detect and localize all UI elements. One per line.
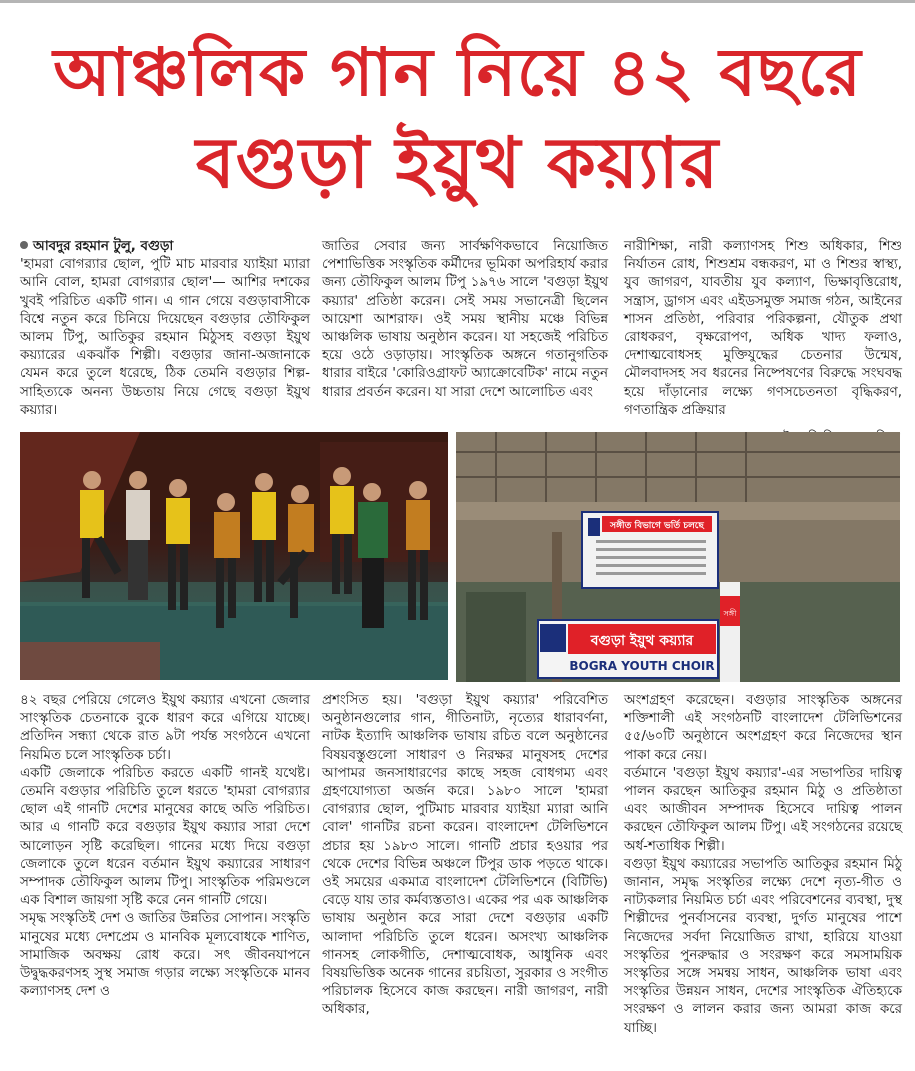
sign-bangla-text: বগুড়া ইয়ুথ কয়্যার bbox=[590, 633, 694, 649]
column-1-bottom bbox=[20, 692, 310, 1001]
paragraph: ৪২ বছর পেরিয়ে গেলেও ইয়ুথ কয়্যার এখনো জেলার সাংস্কৃতিক চেতনাকে বুকে ধারণ করে এগিয়ে যাচ্ছে। প্রতিদিন সন্ধ্যা থেকে রাত ৯টা পর্যন্ত সংগঠনে এখনো নিয়মিত চলে সাংস্কৃতিক চর্চা। bbox=[20, 693, 310, 763]
side-sign-text: সঙ্গী bbox=[723, 609, 737, 618]
paragraph: নারীশিক্ষা, নারী কল্যাণসহ শিশু অধিকার, শিশু নির্যাতন রোধ, শিশুশ্রম বন্ধকরণ, মা ও শিশুর স্বাস্থ্য, যুব জাগরণ, যাবতীয় যুব কল্যাণ, ভিক্ষাবৃত্তিরোধ, সন্ত্রাস, ড্রাগস এবং এইডসমুক্ত সমাজ গঠন, আইনের শাসন প্রতিষ্ঠা, পরিবার পরিকল্পনা, যৌতুক প্রথা রোধকরণ, বৃক্ষরোপণ, অধিক খাদ্য ফলাও, দেশাত্মবোধসহ মুক্তিযুদ্ধের চেতনার উন্মেষ, মৌলবাদসহ সব ধরনের নিষ্পেষণের বিরুদ্ধে সংঘবদ্ধ হয়ে দাঁড়ানোর লক্ষ্যে গণসচেতনতা বৃদ্ধিকরণ, গণতান্ত্রিক প্রক্রিয়ার bbox=[624, 239, 902, 418]
paragraph: জাতির সেবার জন্য সার্বক্ষণিকভাবে নিয়োজিত পেশাভিত্তিক সংস্কৃতিক কর্মীদের ভূমিকা অপরিহার্য করার জন্য তৌফিকুল আলম টিপু ১৯৭৬ সালে 'বগুড়া ইয়ুথ কয়্যার' প্রতিষ্ঠা করেন। সেই সময় সভানেত্রী ছিলেন আয়েশা আশরাফ। ওই সময় স্থানীয় মঞ্চে বিভিন্ন আঞ্চলিক ভাষায় অনুষ্ঠান করেন। যা সহজেই পরিচিত হয়ে ওঠে ওড়াড়ায়। সাংস্কৃতিক অঙ্গনে গতানুগতিক ধারার বাইরে 'কোরিওগ্রাফট অ্যাক্রোবেটিক' নামে নতুন ধারার প্রবর্তন করেন। যা সারা দেশে আলোচিত এবং bbox=[322, 239, 608, 400]
building-illustration bbox=[456, 432, 900, 682]
paragraph: বর্তমানে 'বগুড়া ইয়ুথ কয়্যার'-এর সভাপতির দায়িত্ব পালন করছেন আতিকুর রহমান মিঠু ও প্রতিষ্ঠাতা এবং আজীবন সম্পাদক হিসেবে দায়িত্ব পালন করছেন তৌফিকুল আলম টিপু। এই সংগঠনের রয়েছে অর্ধ-শতাধিক শিল্পী। bbox=[624, 765, 902, 854]
dance-performance-photo bbox=[20, 432, 448, 680]
top-rule bbox=[0, 0, 915, 3]
paragraph: 'হামরা বোগর‍্যার ছোল, পুটি মাচ মারবার য্যাইয়া ম্যারা আনি বোল, হামরা বোগর‍্যার ছোল'— আশির দশকের খুবই পরিচিত একটি গান। এ গান গেয়ে বগুড়াবাসীকে বিশ্বে নতুন করে চিনিয়ে দিয়েছেন বগুড়ার তৌফিকুল আলম টিপু, আতিকুর রহমান মিঠুসহ বগুড়া ইয়ুথ কয়্যারের একঝাঁক শিল্পী। বগুড়ার জানা-অজানাকে যেমন করে তুলে ধরেছে, ঠিক তেমনি বগুড়ার শিল্প-সাহিত্যকে অনন্য উচ্চতায় নিয়ে গেছে বগুড়া ইয়ুথ কয়্যার। bbox=[20, 257, 310, 418]
headline-line-1: আঞ্চলিক গান নিয়ে ৪২ বছরে bbox=[53, 34, 862, 111]
bullet-icon bbox=[20, 241, 28, 249]
sign-top-text: সঙ্গীত বিভাগে ভর্তি চলছে bbox=[610, 521, 704, 531]
column-1-top bbox=[20, 238, 310, 420]
paragraph: প্রশংসিত হয়। 'বগুড়া ইয়ুথ কয়্যার' পরিবেশিত অনুষ্ঠানগুলোর গান, গীতিনাট্য, নৃত্যের ধারাবর্ণনা, নাটক ইত্যাদি আঞ্চলিক ভাষায় রচিত বলে অনুষ্ঠানের বিষয়বস্তুগুলো সাধারণ ও নিরক্ষর মানুষসহ দেশের আপামর জনসাধারণের কাছে সহজ বোধগম্য এবং গ্রহণযোগ্যতা অর্জন করে। ১৯৮০ সালে 'হামরা বোগর‍্যার ছোল, পুটিমাচ মারবার য্যাইয়া ম্যারা আনি বোল' গানটির রচনা করেন। বাংলাদেশ টেলিভিশনে প্রচার হয় ১৯৮৩ সালে। গানটি প্রচার হওয়ার পর থেকে দেশের বিভিন্ন অঞ্চলে টিপুর ডাক পড়তে থাকে। ওই সময়ের একমাত্র বাংলাদেশ টেলিভিশনে (বিটিভি) বেড়ে যায় তার কর্মব্যস্ততাও। একের পর এক আঞ্চলিক ভাষায় অনুষ্ঠান করে সারা দেশে বগুড়ার একটি আলাদা পরিচিতি তুলে ধরেন। অসংখ্য আঞ্চলিক গানসহ লোকগীতি, দেশাত্মবোধক, আধুনিক এবং বিষয়ভিত্তিক অনেক গানের রচয়িতা, সুরকার ও সংগীত পরিচালক হিসেবে কাজ করছেন। নারী জাগরণ, নারী অধিকার, bbox=[322, 693, 608, 1018]
sign-english-text: BOGRA YOUTH CHOIR bbox=[569, 659, 715, 673]
byline-text: আবদুর রহমান টুলু, বগুড়া bbox=[33, 239, 174, 254]
column-3-bottom bbox=[624, 692, 902, 1038]
headline-line-2: বগুড়া ইয়ুথ কয়্যার bbox=[195, 122, 720, 204]
column-2-bottom bbox=[322, 692, 608, 1020]
column-2-top bbox=[322, 238, 608, 402]
paragraph: বগুড়া ইয়ুথ কয়্যারের সভাপতি আতিকুর রহমান মিঠু জানান, সমৃদ্ধ সংস্কৃতির লক্ষ্যে দেশে নৃত্য-গীত ও নাট্যকলার নিয়মিত চর্চা এবং পরিবেশনের ব্যবস্থা, দুস্থ শিল্পীদের পুনর্বাসনের ব্যবস্থা, দুর্গত মানুষের পাশে নিজেদের সর্বদা নিয়োজিত রাখা, হারিয়ে যাওয়া সংস্কৃতির পুনরুদ্ধার ও সংরক্ষণ করে সমসাময়িক সংস্কৃতির সঙ্গে সমন্বয় সাধন, আঞ্চলিক ভাষা এবং সংস্কৃতির উন্নয়ন সাধন, দেশের সাংস্কৃতিক ঐতিহ্যকে সংরক্ষণ ও লালন করার জন্য আমরা কাজ করে যাচ্ছি। bbox=[624, 856, 902, 1036]
column-3-top bbox=[624, 238, 902, 420]
dance-performance-illustration bbox=[20, 432, 448, 680]
byline bbox=[20, 238, 310, 256]
paragraph: একটি জেলাকে পরিচিত করতে একটি গানই যথেষ্ট। তেমনি বগুড়ার পরিচিতি তুলে ধরতে 'হামরা বোগর‍্যার ছোল এই গানটি দেশের মানুষের কাছে অতি পরিচিত। আর এ গানটি করে বগুড়ার ইয়ুথ কয়্যার সারা দেশে আলোড়ন সৃষ্টি করেছিল। গানের মধ্যে দিয়ে বগুড়া জেলাকে তুলে ধরেন বর্তমান ইয়ুথ কয়্যারের সাধারণ সম্পাদক তৌফিকুল আলম টিপু। সাংস্কৃতিক পরিমণ্ডলে এক বিশাল জায়গা সৃষ্টি করে নেন গানটি গেয়ে। bbox=[20, 765, 310, 909]
youth-choir-building-photo bbox=[456, 432, 900, 682]
paragraph: সমৃদ্ধ সংস্কৃতিই দেশ ও জাতির উন্নতির সোপান। সংস্কৃতি মানুষের মধ্যে দেশপ্রেম ও মানবিক মূল্যবোধকে শাণিত, সামাজিক অবক্ষয় রোধ করে। সৎ জীবনযাপনে উদ্বুদ্ধকরণসহ সুস্থ সমাজ গড়ার লক্ষ্যে সংস্কৃতিকে মানব কল্যাণসহ দেশ ও bbox=[20, 911, 310, 1000]
paragraph: অংশগ্রহণ করেছেন। বগুড়ার সাংস্কৃতিক অঙ্গনের শক্তিশালী এই সংগঠনটি বাংলাদেশ টেলিভিশনের ৫৫/৬০টি অনুষ্ঠানে অংশগ্রহণ করে নিজেদের স্থান পাকা করে নেয়। bbox=[624, 693, 902, 763]
